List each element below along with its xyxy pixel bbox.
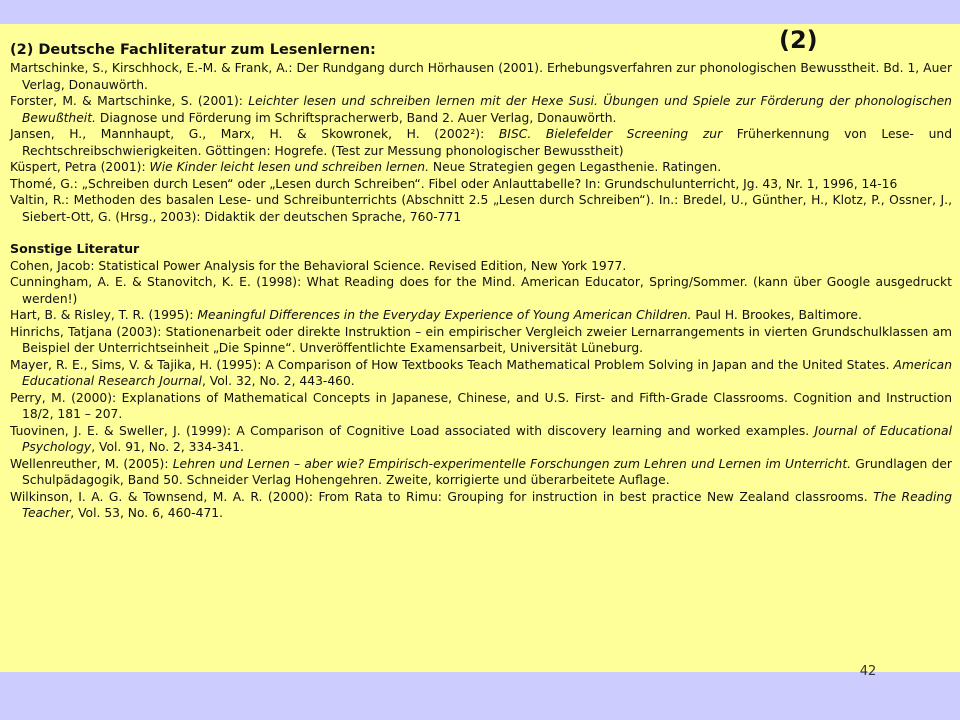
reference-item: Wellenreuther, M. (2005): Lehren und Lernen – aber wie? Empirisch-experimentelle Forschungen zum Lehren und Lernen im Unterricht. Grundlagen der Schulpädagogik, Band 50. Schneider Verlag Hohengehren. Zweite, korrigierte und überarbeitete Auflage. xyxy=(10,456,952,487)
reference-item: Hinrichs, Tatjana (2003): Stationenarbeit oder direkte Instruktion – ein empirischer Vergleich zweier Lernarrangements in vierten Grundschulklassen am Beispiel der Unterrichtseinheit „Die Spinne“. Unveröffentlichte Examensarbeit, Universität Lüneburg. xyxy=(10,324,952,355)
german-reference-list xyxy=(10,60,952,225)
bibliography xyxy=(10,26,952,522)
reference-item: Martschinke, S., Kirschhock, E.-M. & Frank, A.: Der Rundgang durch Hörhausen (2001). Erhebungsverfahren zur phonologischen Bewusstheit. Bd. 1, Auer Verlag, Donauwörth. xyxy=(10,61,952,92)
section-gap xyxy=(10,225,952,241)
reference-item: Küspert, Petra (2001): Wie Kinder leicht lesen und schreiben lernen. Neue Strategien gegen Legasthenie. Ratingen. xyxy=(10,160,722,174)
reference-item: Wilkinson, I. A. G. & Townsend, M. A. R. (2000): From Rata to Rimu: Grouping for instruction in best practice New Zealand classrooms. The Reading Teacher, Vol. 53, No. 6, 460-471. xyxy=(10,489,952,520)
page-number: 42 xyxy=(859,664,877,679)
heading-row xyxy=(10,26,952,60)
reference-item: Mayer, R. E., Sims, V. & Tajika, H. (1995): A Comparison of How Textbooks Teach Mathematical Problem Solving in Japan and the United States. American Educational Research Journal, Vol. 32, No. 2, 443-460. xyxy=(10,357,952,388)
reference-item: Cunningham, A. E. & Stanovitch, K. E. (1998): What Reading does for the Mind. American Educator, Spring/Sommer. (kann über Google ausgedruckt werden!) xyxy=(10,275,952,306)
reference-item: Forster, M. & Martschinke, S. (2001): Leichter lesen und schreiben lernen mit der Hexe Susi. Übungen und Spiele zur Förderung der phonologischen Bewußtheit. Diagnose und Förderung im Schriftspracherwerb, Band 2. Auer Verlag, Donauwörth. xyxy=(10,94,952,125)
section-heading-other: Sonstige Literatur xyxy=(10,241,140,256)
slide-marker: (2) xyxy=(779,26,818,54)
reference-item: Tuovinen, J. E. & Sweller, J. (1999): A Comparison of Cognitive Load associated with discovery learning and worked examples. Journal of Educational Psychology, Vol. 91, No. 2, 334-341. xyxy=(10,423,952,454)
reference-item: Jansen, H., Mannhaupt, G., Marx, H. & Skowronek, H. (2002²): BISC. Bielefelder Screening zur Früherkennung von Lese- und Rechtschreibschwierigkeiten. Göttingen: Hogrefe. (Test zur Messung phonologischer Bewusstheit) xyxy=(10,127,952,158)
section-heading-german: (2) Deutsche Fachliteratur zum Lesenlernen: xyxy=(10,42,376,58)
other-reference-list xyxy=(10,258,952,522)
reference-item: Cohen, Jacob: Statistical Power Analysis for the Behavioral Science. Revised Edition, New York 1977. xyxy=(10,258,627,273)
reference-item: Valtin, R.: Methoden des basalen Lese- und Schreibunterrichts (Abschnitt 2.5 „Lesen durch Schreiben“). In.: Bredel, U., Günther, H., Klotz, P., Ossner, J., Siebert-Ott, G. (Hrsg., 2003): Didaktik der deutschen Sprache, 760-771 xyxy=(10,193,952,224)
reference-item: Hart, B. & Risley, T. R. (1995): Meaningful Differences in the Everyday Experience of Young American Children. Paul H. Brookes, Baltimore. xyxy=(10,308,862,322)
reference-item: Thomé, G.: „Schreiben durch Lesen“ oder „Lesen durch Schreiben“. Fibel oder Anlauttabelle? In: Grundschulunterricht, Jg. 43, Nr. 1, 1996, 14-16 xyxy=(10,176,898,191)
reference-item: Perry, M. (2000): Explanations of Mathematical Concepts in Japanese, Chinese, and U.S. First- and Fifth-Grade Classrooms. Cognition and Instruction 18/2, 181 – 207. xyxy=(10,390,952,421)
